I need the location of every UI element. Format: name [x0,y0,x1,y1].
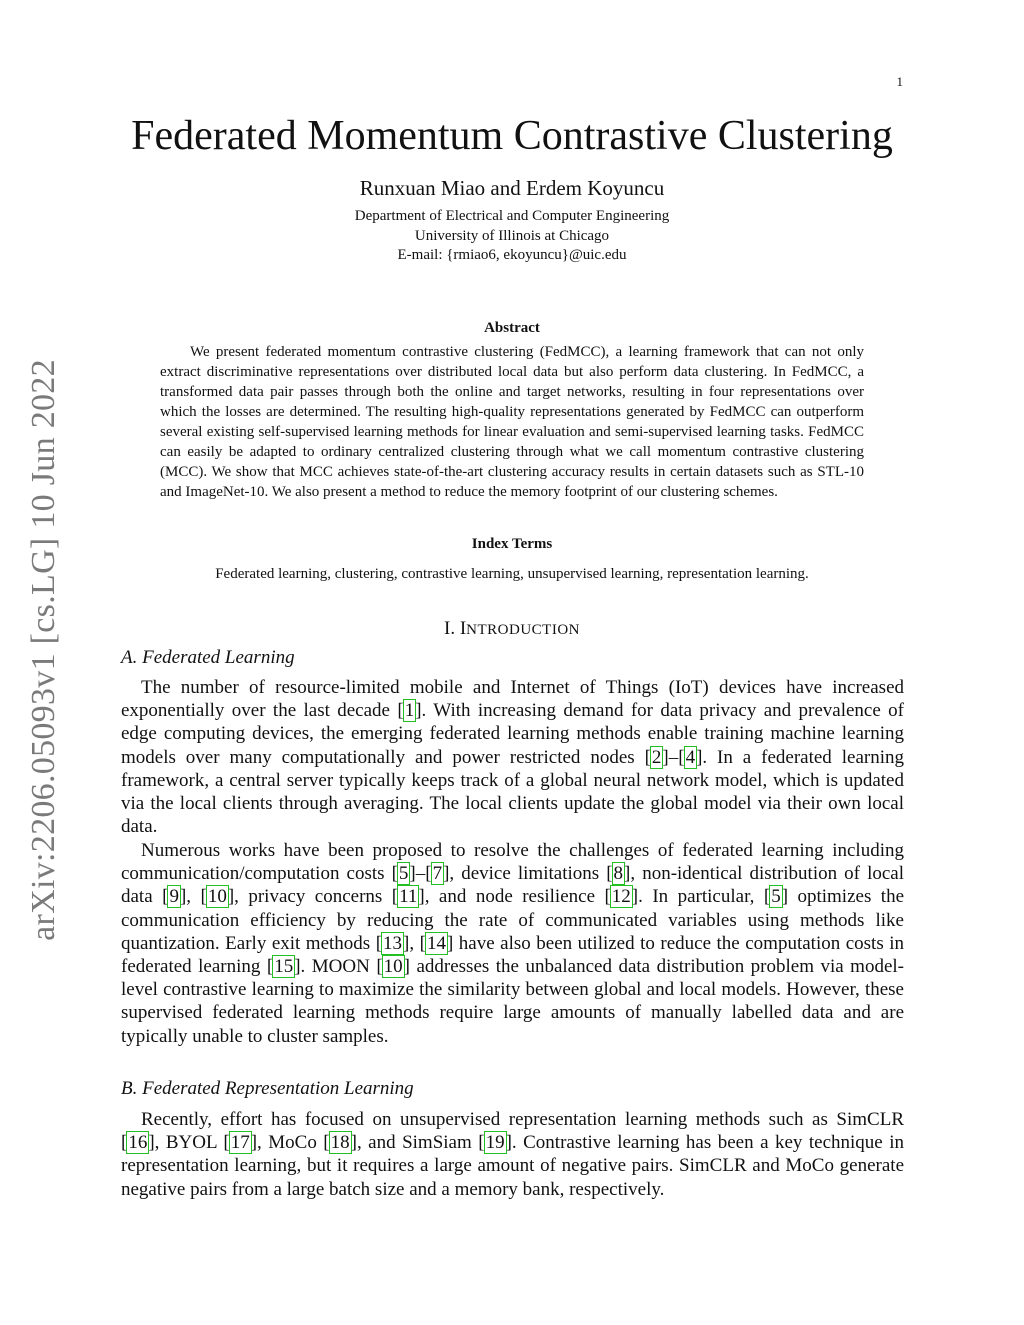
subsection-b-heading: B. Federated Representation Learning [121,1078,414,1099]
citation-link[interactable]: 5 [398,863,409,885]
arxiv-identifier: arXiv:2206.05093v1 [cs.LG] 10 Jun 2022 [25,359,62,941]
text-run: ] addresses the unbalanced data distribution problem via model-level contrastive learning to maximize the similarity between global and local models. However, these supervised federated learning methods require large amounts of manually labelled data and are typically unable to cluster samples. [121,956,904,1047]
section-title-rest: NTRODUCTION [466,622,580,638]
text-run: ], [ [179,886,207,908]
text-run: ], device limitations [ [443,863,613,885]
section-number: I. [444,618,456,639]
text-run: ], MoCo [ [250,1132,330,1154]
citation-link[interactable]: 7 [432,863,443,885]
university: University of Illinois at Chicago [414,227,610,244]
text-run: ], privacy concerns [ [227,886,399,908]
index-terms-body: Federated learning, clustering, contrastive learning, unsupervised learning, representation learning. [215,566,809,582]
text-run: ]. With increasing demand for data privacy and prevalence of edge computing devices, the emerging federated learning methods enable training machine learning models over many computationally and power restricted nodes [ [121,700,904,768]
authors: Runxuan Miao and Erdem Koyuncu [359,176,665,200]
abstract-body: We present federated momentum contrastive clustering (FedMCC), a learning framework that can not only extract discriminative representations over distributed local data but also perform data clustering. In FedMCC, a transformed data pair passes through both the online and target networks, resulting in four representations over which the losses are determined. The resulting high-quality representations generated by FedMCC can outperform several existing self-supervised learning methods for linear evaluation and semi-supervised learning tasks. FedMCC can easily be adapted to ordinary centralized clustering through what we call momentum contrastive clustering (MCC). We show that MCC achieves state-of-the-art clustering accuracy results in certain datasets such as STL-10 and ImageNet-10. We also present a method to reduce the memory footprint of our clustering schemes. [160,344,864,500]
text-run: ]. In particular, [ [631,886,771,908]
text-run: ]. MOON [ [294,956,383,978]
abstract-heading: Abstract [484,320,540,336]
affiliation [0,207,1024,266]
text-run: Numerous works have been proposed to resolve the challenges of federated learning including communication/computation costs [ [121,840,904,885]
text-run: ] have also been utilized to reduce the computation costs in federated learning [ [121,932,905,978]
citation-link[interactable]: 5 [771,886,781,908]
citation-link[interactable]: 16 [128,1132,148,1154]
department: Department of Electrical and Computer Engineering [354,208,670,224]
citation-link[interactable]: 15 [274,956,294,978]
paper-title: Federated Momentum Contrastive Clustering [131,113,893,159]
text-run: ], BYOL [ [148,1132,230,1154]
email: E-mail: {rmiao6, ekoyuncu}@uic.edu [397,247,627,263]
text-run: ]. Contrastive learning has been a key technique in representation learning, but it requires a large amount of negative pairs. SimCLR and MoCo generate negative pairs from a large batch size and a memory bank, respectively. [121,1132,904,1200]
section-heading-introduction [0,618,1024,640]
citation-link[interactable]: 12 [611,886,631,908]
text-run: ]–[ [409,863,432,885]
text-run: ], and SimSiam [ [350,1132,485,1154]
citation-link[interactable]: 13 [383,932,403,954]
citation-link[interactable]: 1 [404,700,415,722]
text-run: ]. In a federated learning framework, a central server typically keeps track of a global neural network model, which is updated via the local clients through averaging. The local clients update the global model via their own local data. [121,746,904,838]
text-run: ], non-identical distribution of local data [ [121,863,905,908]
citation-link[interactable]: 9 [169,886,179,908]
citation-link[interactable]: 10 [383,956,403,978]
citation-link[interactable]: 10 [207,886,227,908]
text-run: The number of resource-limited mobile and Internet of Things (IoT) devices have increased exponentially over the last decade [ [121,677,904,722]
text-run: ], and node resilience [ [418,886,611,908]
subsection-a-heading: A. Federated Learning [121,647,295,668]
page-number: 1 [896,74,903,89]
text-run: ] optimizes the communication efficiency by reducing the rate of communicated variables using methods like quantization. Early exit methods [ [121,886,905,954]
index-terms-heading: Index Terms [471,536,553,552]
text-run: ], [ [403,932,426,954]
section-first-letter: I [459,618,467,639]
paragraph [121,839,904,1048]
paragraph [121,1108,904,1201]
paragraph [121,676,904,838]
citation-link[interactable]: 14 [426,932,446,954]
citation-link[interactable]: 2 [651,746,662,768]
text-run: ]–[ [662,746,685,768]
citation-link[interactable]: 19 [485,1132,505,1154]
citation-link[interactable]: 17 [230,1132,250,1154]
citation-link[interactable]: 4 [685,746,696,768]
citation-link[interactable]: 18 [330,1132,350,1154]
text-run: Recently, effort has focused on unsupervised representation learning methods such as SimCLR [ [121,1109,904,1154]
citation-link[interactable]: 11 [399,886,418,908]
citation-link[interactable]: 8 [613,863,624,885]
